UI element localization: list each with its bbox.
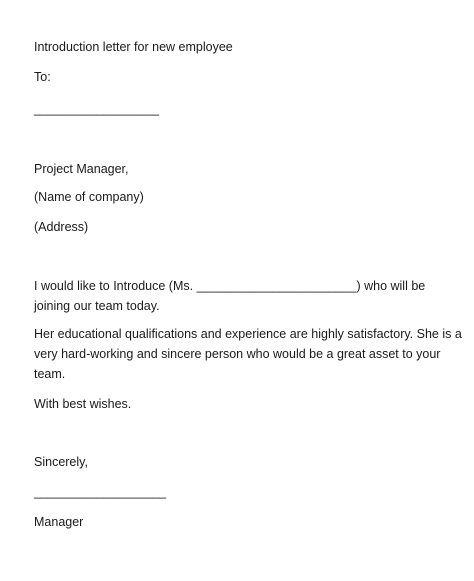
qualifications-paragraph-line-2: very hard-working and sincere person who would be a great asset to your (34, 347, 441, 361)
recipient-title: Project Manager, (34, 162, 129, 176)
signature-blank-line: ___________________ (34, 485, 167, 499)
to-label: To: (34, 70, 51, 84)
signer-title: Manager (34, 515, 84, 529)
qualifications-paragraph-line-3: team. (34, 367, 66, 381)
intro-paragraph-line-1: I would like to Introduce (Ms. _______________________) who will be (34, 279, 426, 293)
qualifications-paragraph-line-1: Her educational qualifications and experience are highly satisfactory. She is a (34, 327, 462, 341)
intro-paragraph-line-2: joining our team today. (34, 299, 160, 313)
closing-wishes: With best wishes. (34, 397, 132, 411)
sign-off: Sincerely, (34, 455, 88, 469)
letter-title: Introduction letter for new employee (34, 40, 233, 54)
company-name-placeholder: (Name of company) (34, 190, 144, 204)
to-blank-line: __________________ (34, 102, 160, 116)
address-placeholder: (Address) (34, 220, 89, 234)
